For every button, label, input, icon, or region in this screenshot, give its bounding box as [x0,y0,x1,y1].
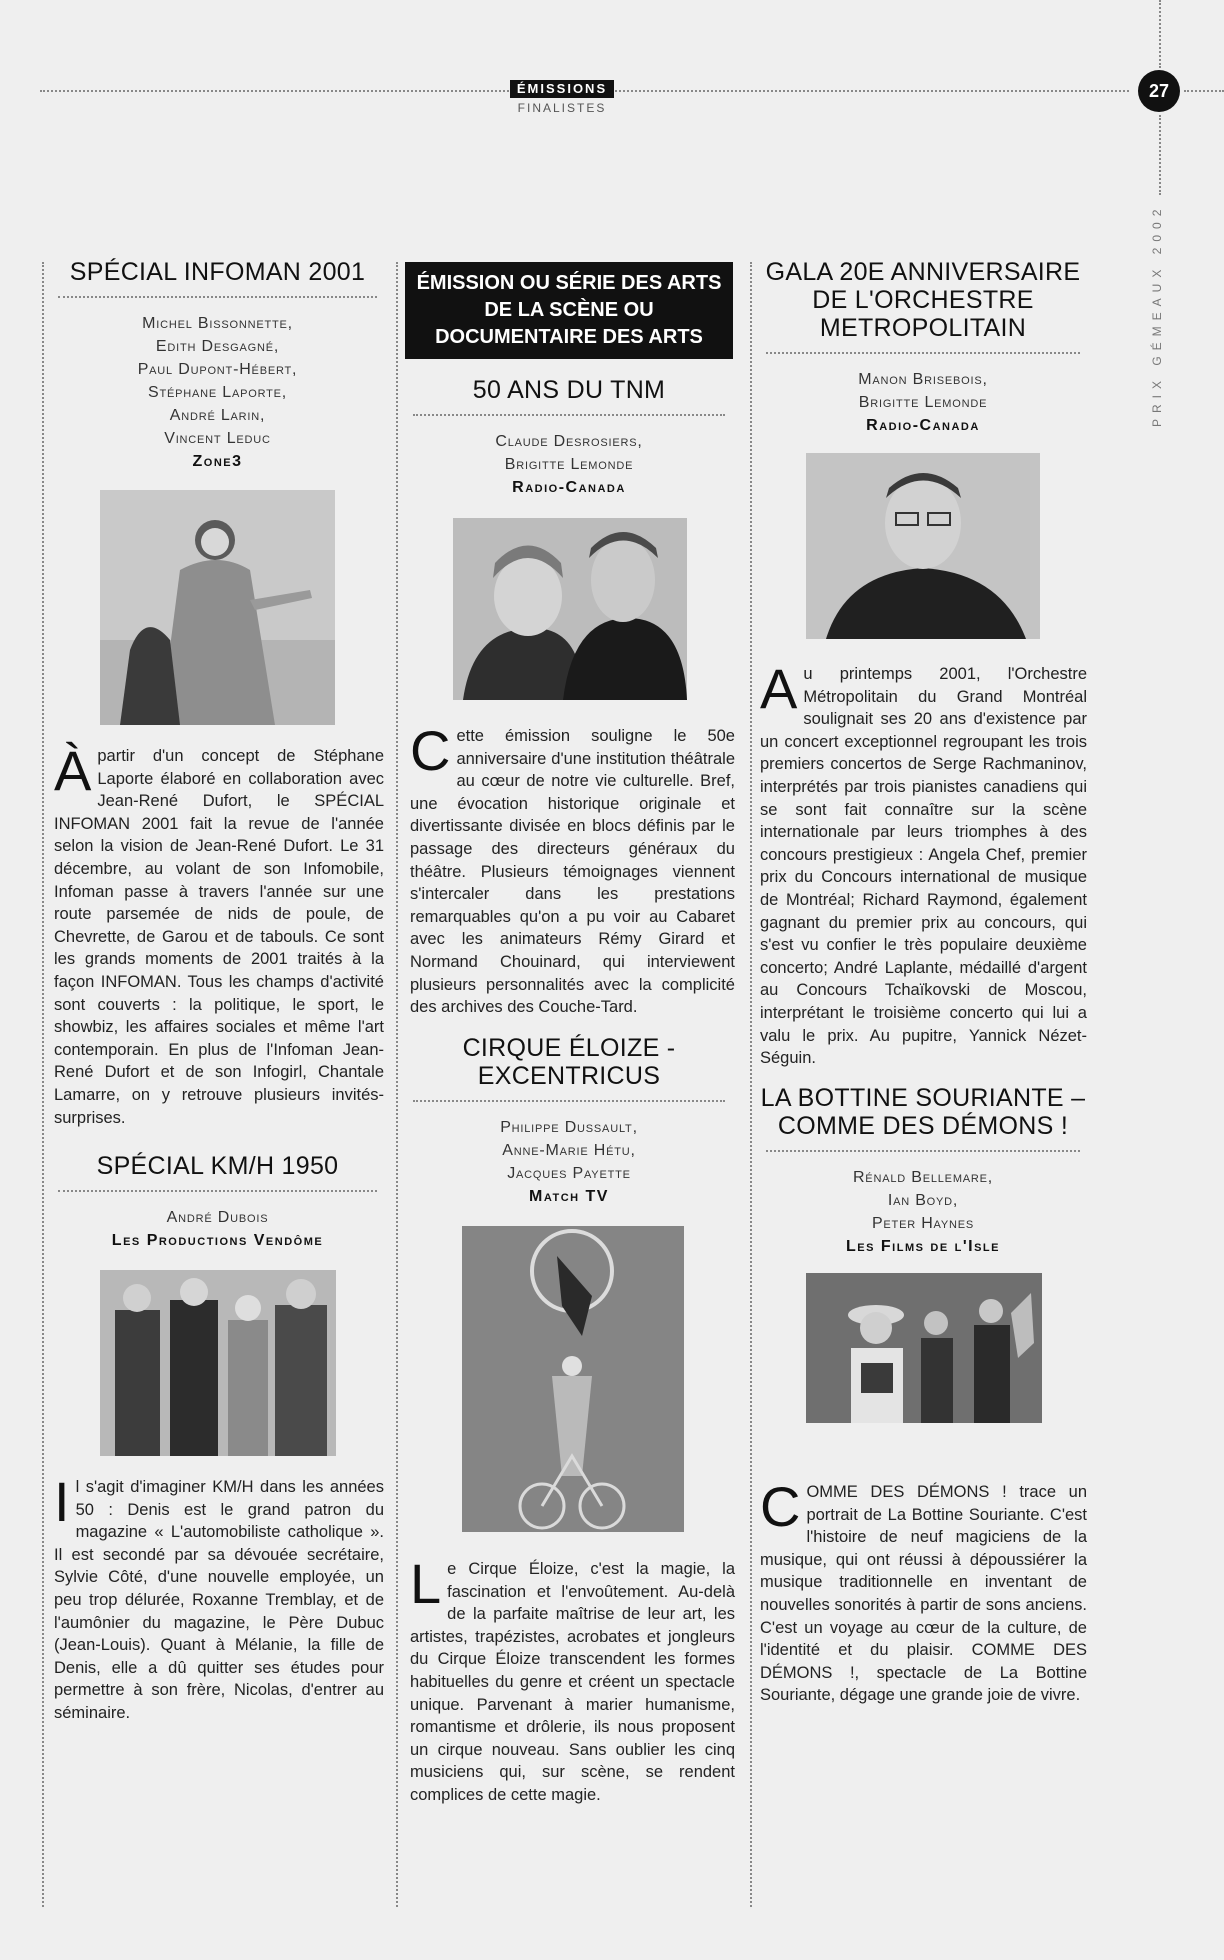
infoman-header [50,258,385,473]
credit-name: Jacques Payette [507,1165,631,1182]
credit-name: Paul Dupont-Hébert, [137,361,298,378]
credit-name: Rénald Bellemare, [852,1169,994,1186]
gala-body [760,657,1087,1070]
bottine-body [760,1475,1087,1707]
credit-name: Manon Brisebois, [858,371,988,388]
bottine-title: LA BOTTINE SOURIANTE – COMME DES DÉMONS ! [760,1084,1086,1140]
body-text: l s'agit d'imaginer KM/H dans les années 50 : Denis est le grand patron du magazine « L'automobiliste catholique ». Il est secondé par sa dévouée secrétaire, Sylvie Côté, d'une nouvelle employée, un peu trop délurée, Roxanne Tremblay, et de l'aumônier du magazine, le Père Dubuc (Jean-Louis). Quant à Mélanie, la fille de Denis, elle a dû quitter ses études pour permettre à son frère, Nicolas, d'entrer au séminaire. [54,1478,384,1722]
column-separator-1 [42,262,44,1907]
body-text: ette émission souligne le 50e anniversaire d'une institution théâtrale au cœur de notre vie culturelle. Bref, une évocation historique originale et divertissante divisée en blocs définis par le passage des directeurs généraux du théâtre. Plusieurs témoignages viennent s'intercaler dans les prestations remarquables qu'on a pu voir au Cabaret avec les animateurs Rémy Girard et Normand Chouinard, qui interviewent plusieurs personnalités avec la complicité des archives des Couche-Tard. [410,727,735,1017]
gala-photo [806,453,1040,639]
body-text: e Cirque Éloize, c'est la magie, la fascination et l'envoûtement. Au-delà de la parfaite maîtrise de leur art, les artistes, trapézistes, acrobates et jongleurs du Cirque Éloize transcendent les formes habituelles du genre et créent un spectacle unique. Parvenant à marier humanisme, romantisme et drôlerie, ils nous proposent un cirque nouveau. Sans oublier les cinq musiciens qui, sur scène, se rendent complices de cette magie. [410,1560,735,1804]
credit-name: André Dubois [166,1209,269,1226]
divider [58,1190,377,1192]
vertical-rule-right [1159,115,1161,195]
side-text: PRIX GÉMEAUX 2002 [1150,203,1164,427]
credit-name: Stéphane Laporte, [147,384,288,401]
credit-name: Claude Desrosiers, [495,433,643,450]
divider [413,414,725,416]
credit-name: Peter Haynes [871,1215,975,1232]
infoman-photo [100,490,335,725]
tnm-header [405,376,733,499]
tnm-credits [405,430,733,499]
divider [766,352,1080,354]
divider [766,1150,1080,1152]
vertical-rule-top [1159,0,1161,68]
divider [58,296,377,298]
kmh-illustration [100,1270,336,1456]
producer-name: Radio-Canada [866,417,980,434]
producer-name: Les Productions Vendôme [111,1232,324,1249]
section-label: ÉMISSIONS [510,80,614,98]
infoman-body [54,739,384,1129]
cirque-illustration [462,1226,684,1532]
credit-name: Vincent Leduc [164,430,271,447]
body-text: partir d'un concept de Stéphane Laporte élaboré en collaboration avec Jean-René Dufort, le SPÉCIAL INFOMAN 2001 fait la revue de l'année selon la vision de Jean-René Dufort. Le 31 décembre, au volant de son Infomobile, Infoman passe à travers l'année sur une route parsemée de nids de poule, de Chevrette, de Garou et de tabouls. Ce sont les grands moments de 2001 traités à la façon INFOMAN. Tous les champs d'activité sont couverts : la politique, le sport, le showbiz, les affaires sociales et même l'art contemporain. En plus de l'Infoman Jean-René Dufort et de son Infogirl, Chantale Lamarre, on y retrouve plusieurs invités-surprises. [54,747,384,1127]
credit-name: Brigitte Lemonde [504,456,634,473]
subsection-label: FINALISTES [517,101,607,115]
column-separator-2 [396,262,398,1907]
dropcap: L [410,1552,442,1615]
dropcap: I [54,1470,70,1533]
dropcap: A [760,657,798,720]
infoman-illustration [100,490,335,725]
dropcap: C [760,1475,801,1538]
body-text: OMME DES DÉMONS ! trace un portrait de La Bottine Souriante. C'est l'histoire de neuf magiciens de la musique, qui ont réussi à dépoussiérer la musique traditionnelle en inventant de nouvelles sonorités à partir de sons anciens. C'est un voyage au cœur de la culture, de l'identité et du plaisir. COMME DES DÉMONS !, spectacle de La Bottine Souriante, dégage une grande joie de vivre. [760,1483,1087,1705]
kmh-body [54,1470,384,1725]
producer-name: Radio-Canada [512,479,626,496]
credit-name: Anne-Marie Hétu, [502,1142,636,1159]
kmh-photo [100,1270,336,1456]
page-number: 27 [1138,70,1180,112]
bottine-illustration [806,1273,1042,1423]
dropcap: C [410,719,451,782]
divider [413,1100,725,1102]
credit-name: Michel Bissonnette, [142,315,293,332]
tnm-photo [453,518,687,700]
gala-header [758,258,1088,437]
infoman-credits [50,312,385,473]
bottine-photo [806,1273,1042,1423]
credit-name: Ian Boyd, [887,1192,959,1209]
cirque-credits [405,1116,733,1208]
body-text: u printemps 2001, l'Orchestre Métropolitain du Grand Montréal soulignait ses 20 ans d'existence par un concert exceptionnel regroupant les trois premiers concertos de Serge Rachmaninov, interprétés par trois pianistes canadiens qui se sont fait connaître sur la scène internationale par leurs triomphes à des concours prestigieux : Angela Chef, premier prix du Concours international de musique de Montréal; Richard Raymond, également gagnant du premier prix au concours, qui s'est vu confier le très populaire deuxième concerto; André Laplante, médaillé d'argent au Concours Tchaïkovski de Moscou, interprétant le troisième concerto qui lui a valu le prix. Au pupitre, Yannick Nézet-Séguin. [760,665,1087,1068]
credit-name: Edith Desgagné, [155,338,280,355]
producer-name: Match TV [529,1188,609,1205]
kmh-credits [50,1206,385,1252]
gala-credits [758,368,1088,437]
credit-name: Philippe Dussault, [500,1119,638,1136]
credit-name: Brigitte Lemonde [858,394,988,411]
kmh-header [50,1152,385,1252]
credit-name: André Larin, [169,407,266,424]
bottine-credits [758,1166,1088,1258]
producer-name: Zone3 [192,453,243,470]
tnm-title: 50 ANS DU TNM [472,376,666,404]
category-header [405,262,733,359]
column-separator-3 [750,262,752,1907]
bottine-header [758,1084,1088,1258]
tnm-body [410,719,735,1019]
cirque-title: CIRQUE ÉLOIZE - EXCENTRICUS [462,1034,676,1090]
kmh-title: SPÉCIAL KM/H 1950 [96,1152,339,1180]
cirque-header [405,1034,733,1208]
cirque-body [410,1552,735,1807]
tnm-illustration [453,518,687,700]
gala-title: GALA 20E ANNIVERSAIRE DE L'ORCHESTRE METROPOLITAIN [765,258,1081,342]
infoman-title: SPÉCIAL INFOMAN 2001 [69,258,366,286]
header-dotted-rule-right [1184,90,1224,92]
gala-illustration [806,453,1040,639]
cirque-photo [462,1226,684,1532]
category-banner: ÉMISSION OU SÉRIE DES ARTS DE LA SCÈNE OU DOCUMENTAIRE DES ARTS [405,262,733,359]
dropcap: À [54,739,92,802]
producer-name: Les Films de l'Isle [846,1238,1000,1255]
